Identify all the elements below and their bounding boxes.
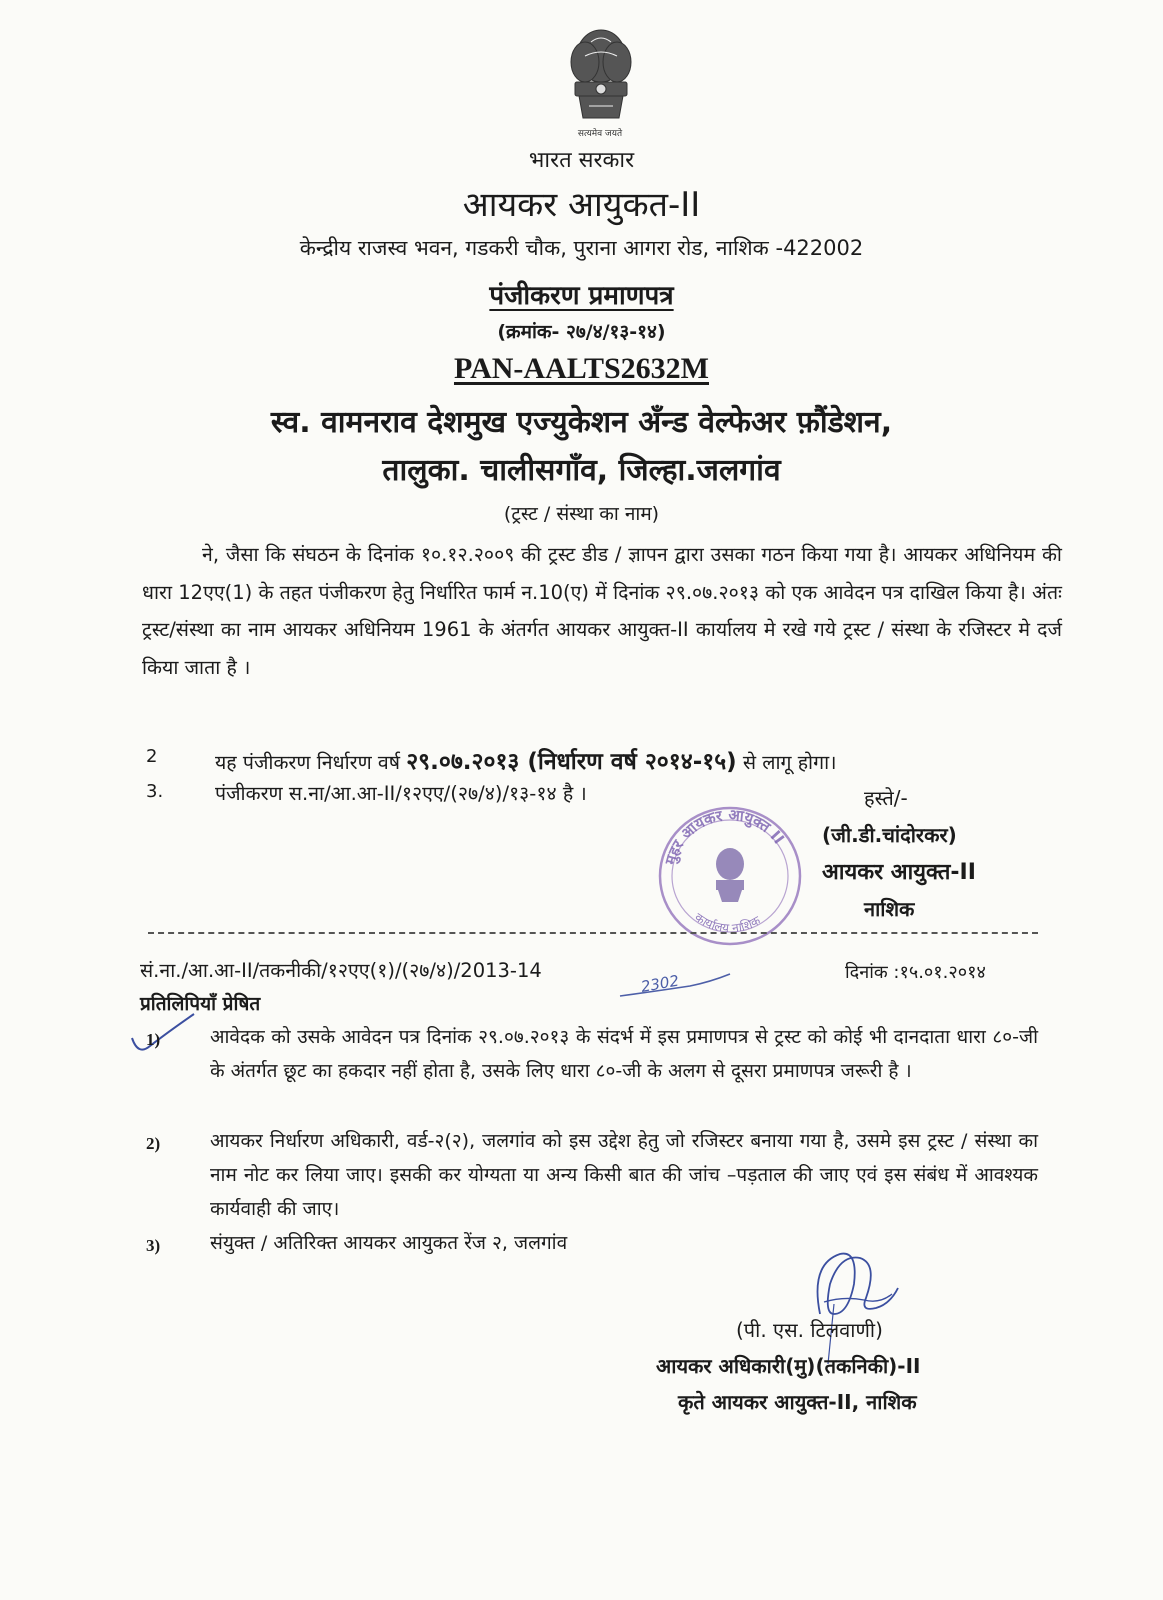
certificate-title-text: पंजीकरण प्रमाणपत्र	[489, 281, 674, 311]
signatory-1-designation: आयकर आयुक्त-II	[822, 860, 976, 885]
copy-2-text: आयकर निर्धारण अधिकारी, वर्ड-२(२), जलगांव को इस उद्देश हेतु जो रजिस्टर बनाया गया है, उसमे इस ट्रस्ट / संस्था का नाम नोट कर लिया जाए। इसकी कर योग्यता या अन्य किसी बात की जांच –पड़ताल की जाए एवं इस संबंध में आवश्यक कार्यवाही की जाए।	[210, 1130, 1038, 1220]
national-emblem-icon	[555, 22, 647, 134]
reference-date: दिनांक :१५.०१.२०१४	[845, 962, 986, 983]
signatory-2-on-behalf: कृते आयकर आयुक्त-II, नाशिक	[678, 1390, 917, 1414]
signed-mark: हस्ते/-	[864, 786, 908, 810]
office-seal-stamp	[646, 798, 810, 948]
signatory-2-name: (पी. एस. टिलवाणी)	[736, 1318, 883, 1342]
section-divider	[148, 932, 1038, 934]
copy-2-number: 2)	[146, 1134, 161, 1153]
seal-text-top: मुहर आयकर आयुक्त II	[661, 805, 788, 867]
pan-number-text: PAN-AALTS2632M	[453, 352, 709, 385]
trust-location: तालुका. चालीसगाँव, जिल्हा.जलगांव	[382, 453, 781, 488]
office-address: केन्द्रीय राजस्व भवन, गडकरी चौक, पुराना आगरा रोड, नाशिक -422002	[299, 236, 864, 260]
point-3: पंजीकरण स.ना/आ.आ-II/१२एए/(२७/४)/१३-१४ है ।	[215, 782, 587, 805]
point-2-post: से लागू होगा।	[742, 751, 837, 774]
point-2	[215, 744, 837, 776]
certificate-number: (क्रमांक- २७/४/१३-१४)	[497, 321, 666, 343]
copy-1-number: 1)	[146, 1030, 161, 1049]
signatory-1-name: (जी.डी.चांदोरकर)	[822, 823, 957, 847]
reference-number: सं.ना./आ.आ-II/तकनीकी/१२एए(१)/(२७/४)/2013-14	[140, 959, 542, 982]
signatory-1-place: नाशिक	[864, 897, 915, 921]
tick-mark-icon	[128, 1012, 198, 1056]
emblem-motto: सत्यमेव जयते	[577, 129, 623, 139]
copy-3-text: संयुक्त / अतिरिक्त आयकर आयुकत रेंज २, जलगांव	[210, 1232, 568, 1254]
registration-paragraph: ने, जैसा कि संघठन के दिनांक १०.१२.२००९ की ट्रस्ट डीड / ज्ञापन द्वारा उसका गठन किया गया है। आयकर अधिनियम की धारा 12एए(1) के तहत पंजीकरण हेतु निर्धारित फार्म न.10(ए) में दिनांक २९.०७.२०१३ को एक आवेदन पत्र दाखिल किया है। अंतः ट्रस्ट/संस्था का नाम आयकर अधिनियम 1961 के अंतर्गत आयकर आयुक्त-II कार्यालय मे रखे गये ट्रस्ट / संस्था के रजिस्टर मे दर्ज किया जाता है ।	[142, 543, 1062, 679]
copy-1-text: आवेदक को उसके आवेदन पत्र दिनांक २९.०७.२०१३ के संदर्भ में इस प्रमाणपत्र से ट्रस्ट को कोई भी दानदाता धारा ८०-जी के अंतर्गत छूट का हकदार नहीं होता है, उसके लिए धारा ८०-जी के अलग से दूसरा प्रमाणपत्र जरूरी है ।	[210, 1026, 1038, 1082]
point-3-number: 3.	[146, 781, 164, 802]
seal-text-bottom: कार्यालय नाशिक	[692, 910, 763, 936]
trust-name: स्व. वामनराव देशमुख एज्युकेशन अँन्ड वेल्फेअर फ़ौंडेशन,	[270, 405, 893, 440]
copies-heading: प्रतिलिपियाँ प्रेषित	[140, 993, 261, 1015]
point-2-number: 2	[146, 746, 158, 767]
signatory-block-1	[822, 780, 1022, 928]
handwritten-number	[612, 966, 742, 1006]
copy-3-number: 3)	[146, 1236, 161, 1255]
point-2-bold: २९.०७.२०१३ (निर्धारण वर्ष २०१४-१५)	[406, 749, 737, 775]
pan-number	[0, 352, 1163, 386]
point-2-pre: यह पंजीकरण निर्धारण वर्ष	[215, 751, 401, 774]
signatory-2-designation: आयकर अधिकारी(मु)(तकनिकी)-II	[656, 1354, 921, 1378]
certificate-title	[0, 276, 1163, 312]
office-title: आयकर आयुकत-II	[462, 185, 701, 225]
trust-caption: (ट्रस्ट / संस्था का नाम)	[503, 503, 660, 525]
government-title: भारत सरकार	[528, 148, 635, 173]
signatory-block-2	[656, 1312, 1056, 1420]
handwritten-number-text: 2302	[639, 971, 681, 996]
